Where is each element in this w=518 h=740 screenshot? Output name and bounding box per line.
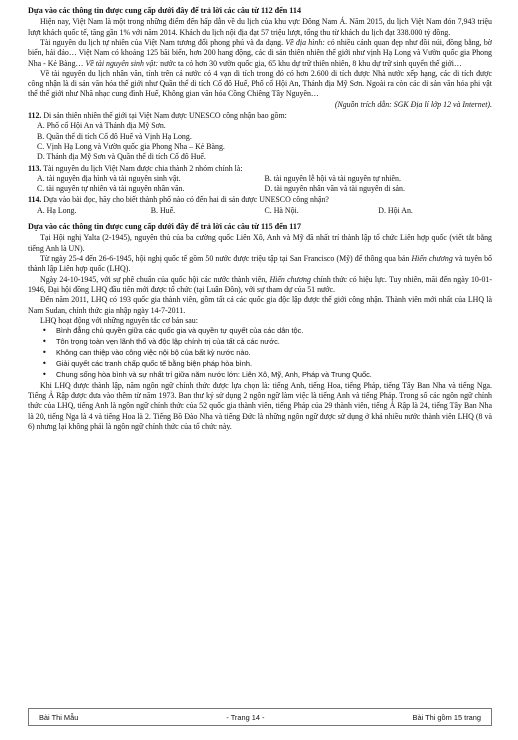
answer-options-row <box>28 174 492 184</box>
passage-paragraph-6: Khi LHQ được thành lập, năm ngôn ngữ chính thức được lựa chọn là: tiếng Anh, tiếng Hoa, tiếng Pháp, tiếng Tây Ban Nha và tiếng Nga. Tiếng Ả Rập được đưa vào thêm từ năm 1973. Ban thư ký sử dụng 2 ngôn ngữ làm việc là tiếng Anh và tiếng Pháp. Trong số các ngôn ngữ chính thức của LHQ, tiếng Anh là ngôn ngữ chính thức của 52 quốc gia thành viên, tiếng Pháp của 29 thành viên, tiếng Ả Rập là 24, tiếng Tây Ban Nha là 20, tiếng Nga là 4 và tiếng Hoa là 2. Tiếng Bồ Đào Nha và tiếng Đức là những ngôn ngữ được sử dụng ở khá nhiều nước thành viên LHQ (8 và 6) nhưng lại không phải là ngôn ngữ chính thức của tổ chức này. <box>28 380 492 431</box>
list-item <box>42 347 492 359</box>
passage-paragraph-4: Đến năm 2011, LHQ có 193 quốc gia thành viên, gồm tất cả các quốc gia độc lập được thế giới công nhận. Thành viên mới nhất của LHQ là Nam Sudan, chính thức gia nhập ngày 14-7-2011. <box>28 295 492 315</box>
answer-option[interactable]: D. tài nguyên nhân văn và tài nguyên di sản. <box>264 184 405 194</box>
principle-text: Không can thiệp vào công việc nội bộ của bất kỳ nước nào. <box>56 347 251 357</box>
page-number: - Trang 14 - <box>226 712 265 722</box>
passage-text: và tuyên bố thành lập Liên hợp quốc (LHQ). <box>28 254 492 274</box>
page-footer <box>28 708 492 726</box>
answer-options-row <box>28 184 492 194</box>
exam-page <box>28 6 492 432</box>
bullet-icon: • <box>42 337 47 347</box>
answer-option[interactable]: B. Huế. <box>150 205 176 215</box>
passage-term: Về tài nguyên sinh vật: <box>85 58 159 68</box>
section-heading-115-117: Dựa vào các thông tin được cung cấp dưới đây để trả lời các câu từ 115 đến 117 <box>28 222 301 232</box>
answer-option[interactable]: D. Thánh địa Mỹ Sơn và Quần thể di tích Cố đô Huế. <box>37 152 206 162</box>
passage-paragraph-2 <box>28 38 492 69</box>
list-item <box>42 337 492 348</box>
passage-text: có nhiều cảnh quan đẹp như đồi núi, đồng bằng, bờ biển, hải đảo… Việt Nam có khoảng 125 bãi biển, hơn 200 hang động, các di sản thiên nhiên thế giới như vịnh Hạ Long và Vườn quốc gia Phong Nha - Kẻ Bàng… <box>28 38 492 68</box>
question-number: 113. <box>28 163 42 173</box>
answer-option[interactable]: C. Vịnh Hạ Long và Vườn quốc gia Phong Nha – Kẻ Bàng. <box>37 141 225 151</box>
question-text: Di sản thiên nhiên thế giới tại Việt Nam được UNESCO công nhận bao gồm: <box>43 111 287 121</box>
answer-option[interactable]: A. tài nguyên địa hình và tài nguyên sinh vật. <box>37 173 181 183</box>
bullet-icon: • <box>42 347 47 357</box>
principle-text: Chung sống hòa bình và sự nhất trí giữa năm nước lớn: Liên Xô, Mỹ, Anh, Pháp và Trung Quốc. <box>56 369 372 379</box>
question-113 <box>28 164 492 174</box>
passage-text: Tài nguyên du lịch tự nhiên của Việt Nam tương đối phong phú và đa dạng. <box>40 38 284 47</box>
principle-text: Bình đẳng chủ quyền giữa các quốc gia và quyền tự quyết của các dân tộc. <box>56 326 304 336</box>
footer-right: Bài Thi gồm 15 trang <box>412 712 481 722</box>
passage-term: Hiến chương <box>411 254 453 264</box>
answer-option[interactable]: C. Hà Nội. <box>264 205 299 215</box>
passage-paragraph-2 <box>28 254 492 275</box>
passage-text: Từ ngày 25-4 đến 26-6-1945, hội nghị quốc tế gồm 50 nước được triệu tập tại San Francisco (Mỹ) để thông qua bản <box>40 254 410 264</box>
bullet-icon: • <box>42 369 47 379</box>
passage-paragraph-1: Tại Hội nghị Yalta (2-1945), nguyên thủ của ba cường quốc Liên Xô, Anh và Mỹ đã nhất trí thành lập tổ chức Liên hợp quốc (viết tắt bằng tiếng Anh là UN). <box>28 233 492 253</box>
question-number: 112. <box>28 111 42 121</box>
principle-text: Giải quyết các tranh chấp quốc tế bằng biện pháp hòa bình. <box>56 358 252 368</box>
answer-option[interactable]: A. Phố cổ Hội An và Thánh địa Mỹ Sơn. <box>37 121 166 131</box>
passage-text: Ngày 24-10-1945, với sự phê chuẩn của quốc hội các nước thành viên, <box>40 274 268 284</box>
answer-option[interactable]: B. tài nguyên lễ hội và tài nguyên tự nhiên. <box>264 173 401 183</box>
passage-term: Về địa hình: <box>285 38 325 47</box>
bullet-icon: • <box>42 358 47 368</box>
answer-option[interactable]: C. tài nguyên tự nhiên và tài nguyên nhân văn. <box>37 184 185 194</box>
answer-option[interactable]: D. Hội An. <box>378 205 413 215</box>
list-item <box>42 358 492 370</box>
answer-option[interactable]: A. Hạ Long. <box>37 205 77 215</box>
footer-left: Bài Thi Mẫu <box>39 712 79 722</box>
answer-options-row <box>28 206 492 216</box>
passage-term: Hiến chương <box>269 274 311 284</box>
passage-paragraph-3: Về tài nguyên du lịch nhân văn, tính trên cả nước có 4 vạn di tích trong đó có hơn 2.600 di tích được Nhà nước xếp hạng, các di tích được công nhận là di sản văn hóa thế giới như Quần thể di tích Cố đô Huế, Phố cổ Hội An, Thánh địa Mỹ Sơn. Ngoài ra còn các di sản văn hóa phi vật thể thế giới như Nhã nhạc cung đình Huế, Không gian văn hóa Cồng Chiêng Tây Nguyên… <box>28 68 492 99</box>
list-item <box>42 326 492 337</box>
list-item <box>42 369 492 381</box>
passage-text: chính thức có hiệu lực. Tuy nhiên, mãi đến ngày 10-01-1946, Đại hội đồng LHQ đầu tiên mới được tổ chức (tại Luân Đôn), với sự tham dự của 51 nước. <box>28 274 492 294</box>
question-text: Dựa vào bài đọc, hãy cho biết thành phố nào có đến hai di sản được UNESCO công nhận? <box>43 195 329 205</box>
question-112 <box>28 111 492 121</box>
principles-list <box>28 326 492 381</box>
passage-text: nước ta có hơn 30 vườn quốc gia, 65 khu dự trữ thiên nhiên, 8 khu dự trữ sinh quyển thế giới… <box>160 58 462 68</box>
passage-paragraph-1: Hiện nay, Việt Nam là một trong những điểm đến hấp dẫn về du lịch của khu vực Đông Nam Á. Năm 2015, du lịch Việt Nam đón 7,943 triệu lượt khách quốc tế, tăng gần 1% với năm 2014. Khách du lịch nội địa đạt 57 triệu lượt, tổng thu từ khách du lịch đạt 338.000 tỷ đồng. <box>28 17 492 37</box>
answer-option[interactable]: B. Quần thể di tích Cố đô Huế và Vịnh Hạ Long. <box>37 131 192 141</box>
principle-text: Tôn trọng toàn vẹn lãnh thổ và độc lập chính trị của tất cả các nước. <box>56 337 280 347</box>
question-text: Tài nguyên du lịch Việt Nam được chia thành 2 nhóm chính là: <box>43 163 243 173</box>
question-number: 114. <box>28 195 42 205</box>
bullet-icon: • <box>42 326 47 336</box>
passage-paragraph-3 <box>28 275 492 296</box>
passage-paragraph-5: LHQ hoạt động với những nguyên tắc cơ bản sau: <box>40 315 198 325</box>
source-citation: (Nguồn trích dẫn: SGK Địa lí lớp 12 và Internet). <box>334 99 492 109</box>
question-114 <box>28 195 492 205</box>
section-heading-112-114: Dựa vào các thông tin được cung cấp dưới đây để trả lời các câu từ 112 đến 114 <box>28 6 301 15</box>
